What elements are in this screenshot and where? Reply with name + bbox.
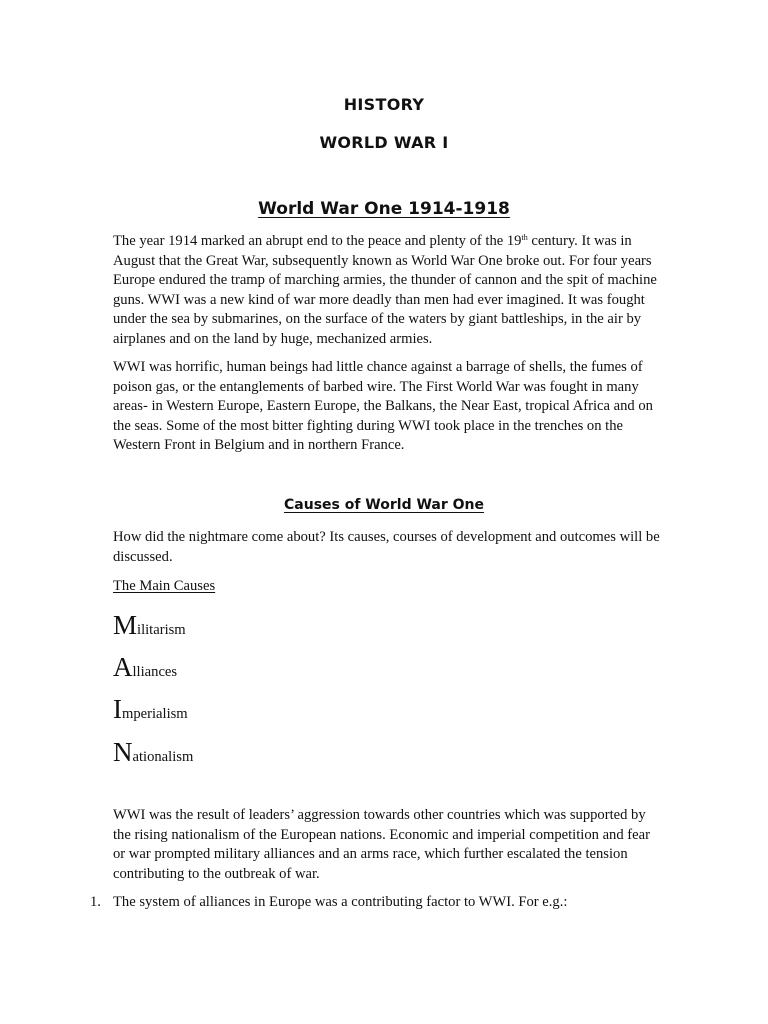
second-paragraph	[113, 358, 683, 456]
main-causes-heading: The Main Causes	[113, 578, 216, 594]
summary-paragraph	[113, 806, 683, 884]
cause-initial: I	[113, 694, 122, 724]
cause-initial: N	[113, 737, 133, 767]
intro-line-2: August that the Great War, subsequently known as World War One broke out. For four years	[113, 252, 652, 269]
numbered-list-item	[90, 893, 567, 913]
cause-initial: M	[113, 610, 138, 640]
intro-line-1-text: The year 1914 marked an abrupt end to the peace and plenty of the 19	[113, 233, 522, 249]
intro-line-5: under the sea by submarines, on the surface of the waters by giant battleships, in the air by	[113, 311, 642, 328]
second-line-2: poison gas, or the entanglements of barbed wire. The First World War was fought in many	[113, 378, 639, 395]
subject-heading: HISTORY	[343, 95, 425, 114]
second-line-4: the seas. Some of the most bitter fighting during WWI took place in the trenches on the	[113, 417, 623, 434]
page-title: World War One 1914-1918	[258, 199, 510, 219]
cause-rest: lliances	[132, 664, 178, 680]
cause-initial: A	[113, 652, 133, 682]
summary-line-3: or war prompted military alliances and an arms race, which further escalated the tension	[113, 846, 628, 863]
causes-heading: Causes of World War One	[284, 497, 484, 513]
list-item-number: 1.	[90, 894, 101, 910]
cause-imperialism	[113, 696, 188, 723]
ordinal-superscript: th	[521, 233, 528, 242]
second-line-3: areas- in Western Europe, Eastern Europe, the Balkans, the Near East, tropical Africa and on	[113, 398, 653, 415]
cause-alliances	[113, 654, 177, 681]
list-item-text: The system of alliances in Europe was a contributing factor to WWI. For e.g.:	[113, 894, 568, 910]
intro-line-1-tail: century. It was in	[527, 233, 632, 249]
intro-line-6: airplanes and on the land by huge, mechanized armies.	[113, 330, 433, 347]
cause-militarism	[113, 612, 186, 639]
causes-intro-line-2: discussed.	[113, 548, 173, 565]
cause-nationalism	[113, 739, 193, 766]
cause-rest: mperialism	[122, 706, 188, 722]
intro-line-3: Europe endured the tramp of marching armies, the thunder of cannon and the spit of machine	[113, 272, 657, 289]
causes-intro-line-1: How did the nightmare come about? Its causes, courses of development and outcomes will be	[113, 529, 660, 545]
summary-line-2: the rising nationalism of the European nations. Economic and imperial competition and fear	[113, 826, 650, 843]
second-line-1: WWI was horrific, human beings had little chance against a barrage of shells, the fumes of	[113, 359, 643, 375]
intro-line-1	[113, 232, 683, 252]
cause-rest: ilitarism	[137, 622, 186, 638]
causes-intro-paragraph	[113, 528, 683, 567]
summary-line-1: WWI was the result of leaders’ aggression towards other countries which was supported by	[113, 807, 646, 823]
intro-paragraph	[113, 232, 683, 350]
topic-heading: WORLD WAR I	[319, 133, 449, 152]
summary-line-4: contributing to the outbreak of war.	[113, 865, 320, 882]
second-line-5: Western Front in Belgium and in northern France.	[113, 437, 405, 454]
cause-rest: ationalism	[132, 749, 194, 765]
intro-line-4: guns. WWI was a new kind of war more deadly than men had ever imagined. It was fought	[113, 291, 645, 308]
